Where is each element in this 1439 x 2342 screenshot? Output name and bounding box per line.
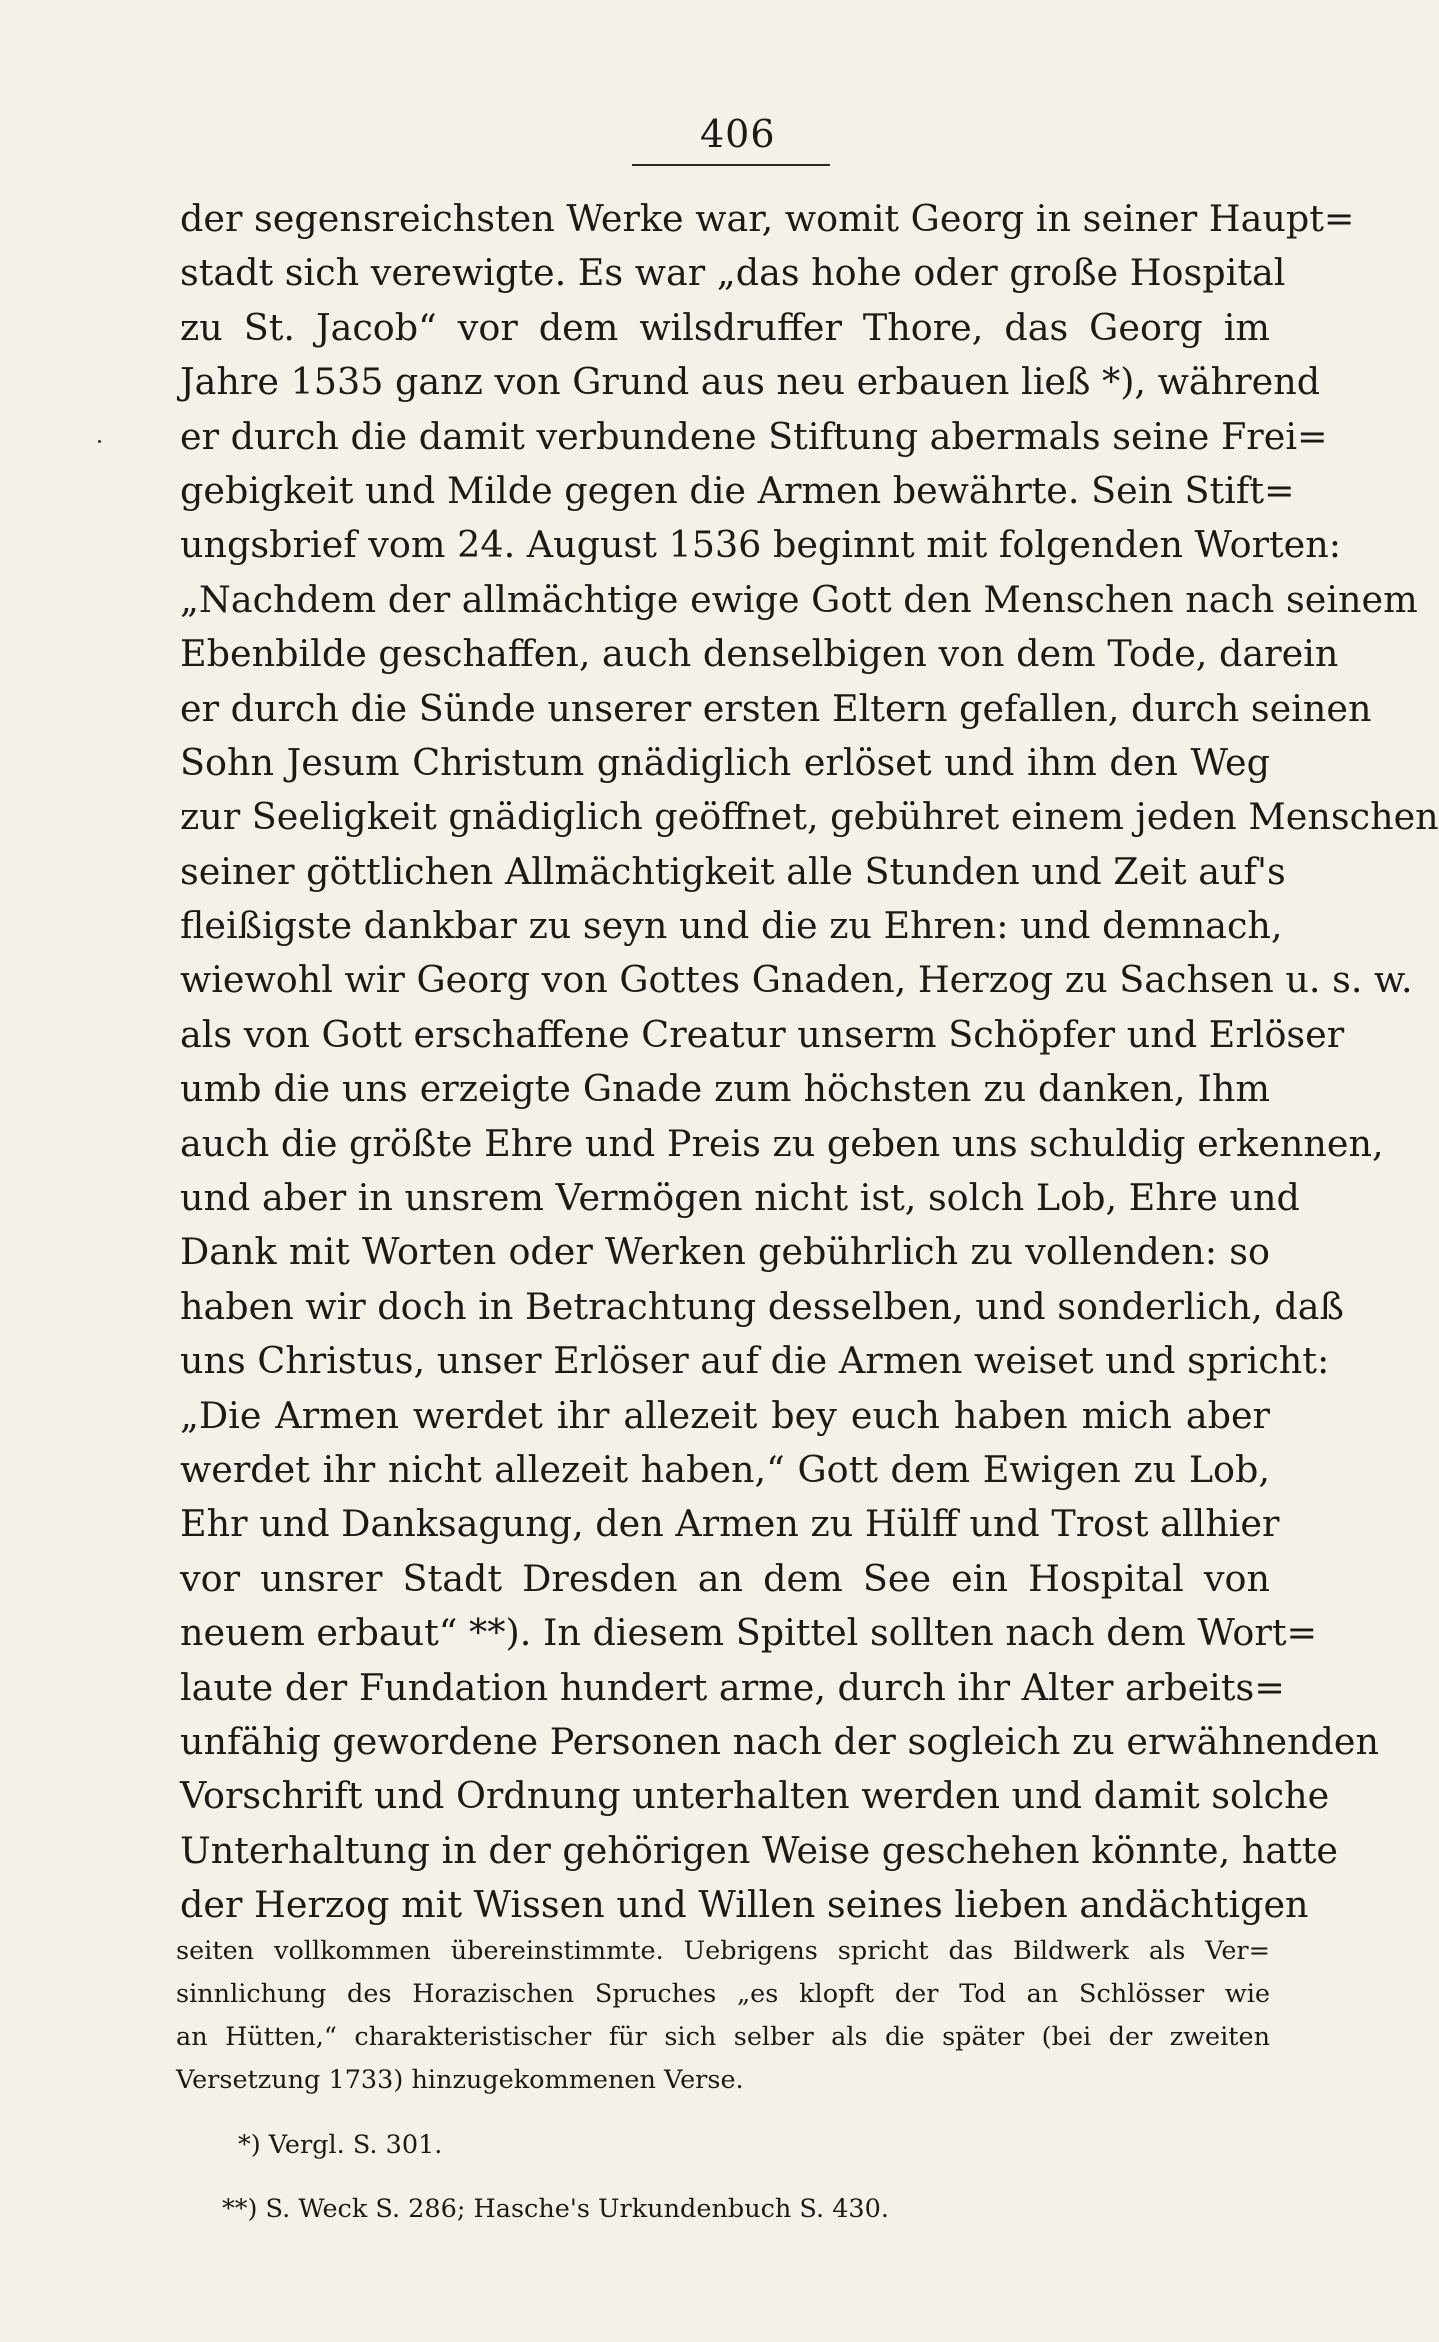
body-line: der Herzog mit Wissen und Willen seines lieben andächtigen bbox=[180, 1883, 1309, 1927]
body-line: zu St. Jacob“ vor dem wilsdruffer Thore, das Georg im bbox=[180, 305, 1270, 349]
footnote-continuation bbox=[176, 1930, 1270, 2102]
body-line: ungsbrief vom 24. August 1536 beginnt mit folgenden Worten: bbox=[180, 523, 1342, 567]
body-line: „Die Armen werdet ihr allezeit bey euch haben mich aber bbox=[180, 1393, 1270, 1437]
header-rule bbox=[632, 164, 830, 166]
footnote-continuation-line: Versetzung 1733) hinzugekommenen Verse. bbox=[176, 2065, 744, 2095]
body-line: Jahre 1535 ganz von Grund aus neu erbauen ließ *), während bbox=[180, 360, 1321, 404]
body-line: vor unsrer Stadt Dresden an dem See ein Hospital von bbox=[180, 1556, 1270, 1600]
body-line: der segensreichsten Werke war, womit Georg in seiner Haupt= bbox=[180, 197, 1355, 240]
body-line: fleißigste dankbar zu seyn und die zu Ehren: und demnach, bbox=[180, 904, 1283, 948]
body-line: haben wir doch in Betrachtung desselben, und sonderlich, daß bbox=[180, 1284, 1344, 1328]
body-line: Sohn Jesum Christum gnädiglich erlöset und ihm den Weg bbox=[180, 740, 1270, 784]
body-line: Ebenbilde geschaffen, auch denselbigen von dem Tode, darein bbox=[180, 632, 1339, 676]
body-line: seiner göttlichen Allmächtigkeit alle Stunden und Zeit auf's bbox=[180, 849, 1286, 893]
body-line: er durch die Sünde unserer ersten Eltern gefallen, durch seinen bbox=[180, 686, 1372, 730]
body-line: neuem erbaut“ **). In diesem Spittel sollten nach dem Wort= bbox=[180, 1611, 1318, 1655]
page-number: 406 bbox=[700, 112, 776, 156]
body-line: Vorschrift und Ordnung unterhalten werden und damit solche bbox=[180, 1774, 1330, 1818]
body-line: und aber in unsrem Vermögen nicht ist, solch Lob, Ehre und bbox=[180, 1176, 1300, 1220]
body-line: wiewohl wir Georg von Gottes Gnaden, Herzog zu Sachsen u. s. w. bbox=[180, 958, 1413, 1002]
footnote-continuation-line: an Hütten,“ charakteristischer für sich selber als die später (bei der zweiten bbox=[176, 2022, 1270, 2052]
body-line: stadt sich verewigte. Es war „das hohe oder große Hospital bbox=[180, 251, 1286, 295]
body-line: unfähig gewordene Personen nach der sogleich zu erwähnenden bbox=[180, 1719, 1380, 1763]
body-text bbox=[180, 192, 1439, 1933]
body-line: werdet ihr nicht allezeit haben,“ Gott dem Ewigen zu Lob, bbox=[180, 1447, 1270, 1491]
body-line: gebigkeit und Milde gegen die Armen bewährte. Sein Stift= bbox=[180, 468, 1295, 512]
body-line: umb die uns erzeigte Gnade zum höchsten zu danken, Ihm bbox=[180, 1067, 1270, 1111]
footnote-continuation-line: sinnlichung des Horazischen Spruches „es klopft der Tod an Schlösser wie bbox=[176, 1979, 1270, 2009]
body-line: Ehr und Danksagung, den Armen zu Hülff und Trost allhier bbox=[180, 1502, 1280, 1546]
footnote-continuation-line: seiten vollkommen übereinstimmte. Uebrigens spricht das Bildwerk als Ver= bbox=[176, 1936, 1270, 1966]
body-line: Unterhaltung in der gehörigen Weise geschehen könnte, hatte bbox=[180, 1828, 1339, 1872]
body-line: als von Gott erschaffene Creatur unserm Schöpfer und Erlöser bbox=[180, 1012, 1345, 1056]
body-line: „Nachdem der allmächtige ewige Gott den Menschen nach seinem bbox=[180, 577, 1418, 621]
margin-speck bbox=[98, 440, 101, 443]
body-line: laute der Fundation hundert arme, durch ihr Alter arbeits= bbox=[180, 1665, 1285, 1709]
body-line: uns Christus, unser Erlöser auf die Armen weiset und spricht: bbox=[180, 1339, 1330, 1383]
body-line: auch die größte Ehre und Preis zu geben uns schuldig erkennen, bbox=[180, 1121, 1384, 1165]
body-line: er durch die damit verbundene Stiftung abermals seine Frei= bbox=[180, 414, 1328, 458]
body-line: Dank mit Worten oder Werken gebührlich zu vollenden: so bbox=[180, 1230, 1270, 1274]
footnote-1: *) Vergl. S. 301. bbox=[238, 2130, 443, 2160]
body-line: zur Seeligkeit gnädiglich geöffnet, gebühret einem jeden Menschen bbox=[180, 795, 1439, 839]
footnote-2: **) S. Weck S. 286; Hasche's Urkundenbuch S. 430. bbox=[222, 2194, 889, 2224]
